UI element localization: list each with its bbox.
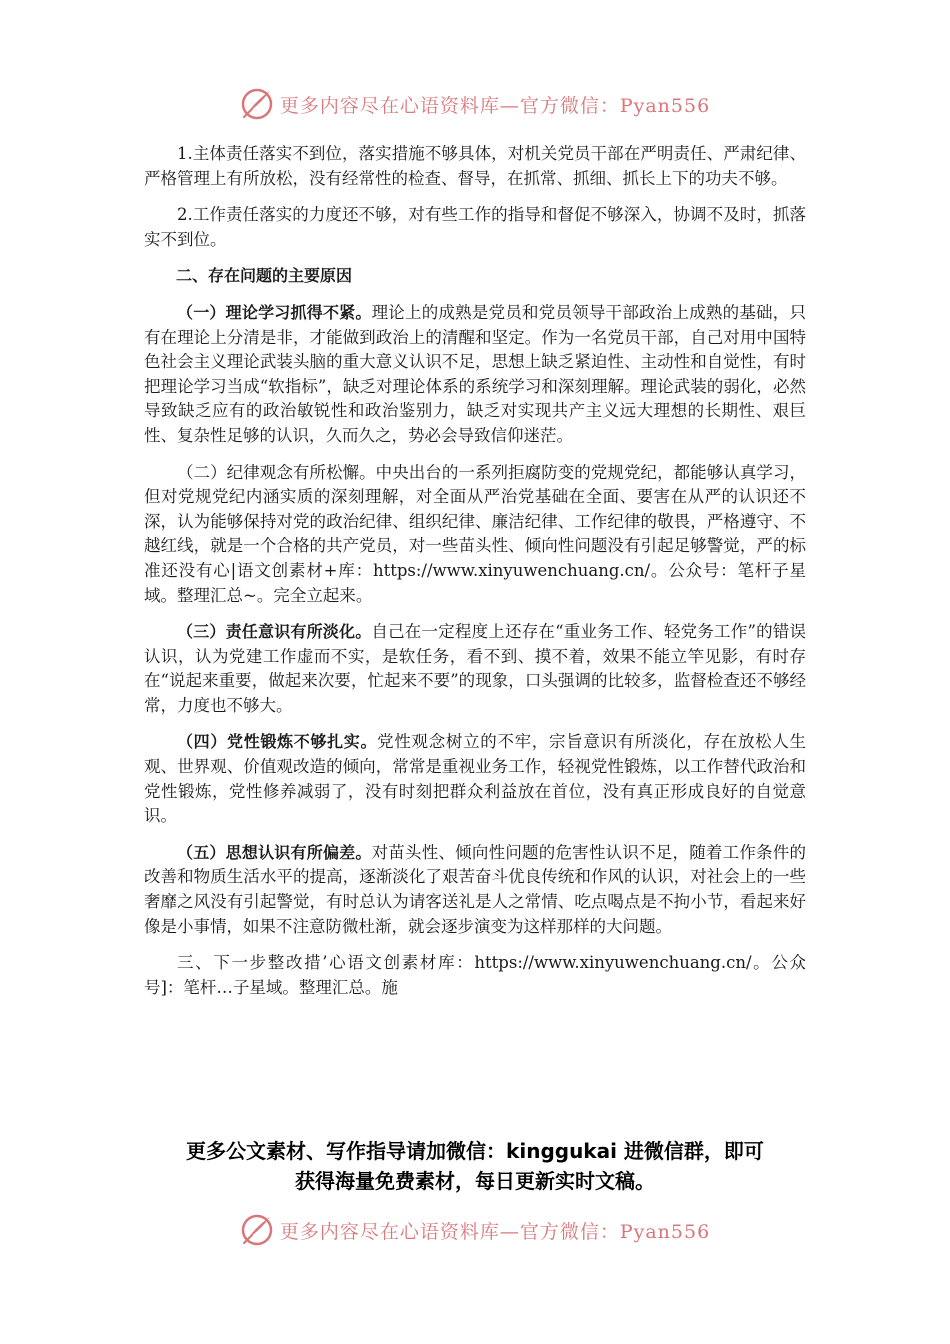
banner-text: 更多内容尽在心语资料库—官方微信：Pyan556 <box>279 94 711 117</box>
subsection-3 <box>144 620 806 718</box>
paragraph-last: 三、下一步整改措’心语文创素材库：https://www.xinyuwenchuang.cn/。公众号]：笔杆…子星域。整理汇总。施 <box>144 953 806 997</box>
document-body <box>144 142 806 1012</box>
subsection-3-body: 自己在一定程度上还存在“重业务工作、轻党务工作”的错误认识，认为党建工作虚而不实，是软任务，看不到、摸不着，效果不能立竿见影，有时存在“说起来重要，做起来次要，忙起来不要”的现象，口头强调的比较多，监督检查还不够经常，力度也不够大。 <box>144 622 806 715</box>
promo-line-1: 更多公文素材、写作指导请加微信：kinggukai 进微信群，即可 <box>186 1139 764 1163</box>
section-heading-2: 二、存在问题的主要原因 <box>176 266 353 286</box>
subsection-5-title: （五）思想认识有所偏差。 <box>177 842 372 862</box>
promo-note <box>0 1136 950 1196</box>
footer-banner <box>0 1210 950 1250</box>
subsection-4-body: 党性观念树立的不牢，宗旨意识有所淡化，存在放松人生观、世界观、价值观改造的倾向，常常是重视业务工作，轻视党性锻炼，以工作替代政治和党性锻炼，党性修养减弱了，没有时刻把群众利益放在首位，没有真正形成良好的自觉意识。 <box>144 732 806 826</box>
subsection-1-title: （一）理论学习抓得不紧。 <box>177 302 372 322</box>
subsection-5-body: 对苗头性、倾向性问题的危害性认识不足，随着工作条件的改善和物质生活水平的提高，逐渐淡化了艰苦奋斗优良传统和作风的认识，对社会上的一些奢靡之风没有引起警觉，有时总认为请客送礼是人之常情、吃点喝点是不拘小节，看起来好像是小事情，如果不注意防微杜渐，就会逐步演变为这样那样的大问题。 <box>144 842 806 936</box>
subsection-2: （二）纪律观念有所松懈。中央出台的一系列拒腐防变的党规党纪，都能够认真学习，但对党规党纪内涵实质的深刻理解，对全面从严治党基础在全面、要害在从严的认识还不深，认为能够保持对党的政治纪律、组织纪律、廉洁纪律、工作纪律的敬畏，严格遵守、不越红线，就是一个合格的共产党员，对一些苗头性、倾向性问题没有引起足够警觉，严的标准还没有心|语文创素材+库：https://www.xinyuwenchuang.cn/。公众号：笔杆子星域。整理汇总~。完全立起来。 <box>144 462 806 605</box>
pen-feather-logo-icon <box>240 1213 274 1247</box>
subsection-1 <box>144 301 806 449</box>
subsection-3-title: （三）责任意识有所淡化。 <box>177 622 372 642</box>
subsection-1-body: 理论上的成熟是党员和党员领导干部政治上成熟的基础，只有在理论上分清是非，才能做到政治上的清醒和坚定。作为一名党员干部，自己对用中国特色社会主义理论武装头脑的重大意义认识不足，思想上缺乏紧迫性、主动性和自觉性，有时把理论学习当成“软指标”，缺乏对理论体系的系统学习和深刻理解。理论武装的弱化，必然导致缺乏应有的政治敏锐性和政治鉴别力，缺乏对实现共产主义远大理想的长期性、艰巨性、复杂性足够的认识，久而久之，势必会导致信仰迷茫。 <box>144 302 806 445</box>
header-banner <box>0 84 950 124</box>
subsection-5 <box>144 841 806 939</box>
pen-feather-logo-icon <box>240 87 274 121</box>
paragraph-1: 1.主体责任落实不到位，落实措施不够具体，对机关党员干部在严明责任、严肃纪律、严格管理上有所放松，没有经常性的检查、督导，在抓常、抓细、抓长上下的功夫不够。 <box>144 144 806 188</box>
banner-text: 更多内容尽在心语资料库—官方微信：Pyan556 <box>279 1220 711 1243</box>
paragraph-2: 2.工作责任落实的力度还不够，对有些工作的指导和督促不够深入，协调不及时，抓落实不到位。 <box>144 205 806 249</box>
subsection-4 <box>144 730 806 828</box>
promo-line-2: 获得海量免费素材，每日更新实时文稿。 <box>295 1169 655 1193</box>
subsection-4-title: （四）党性锻炼不够扎实。 <box>177 732 378 752</box>
